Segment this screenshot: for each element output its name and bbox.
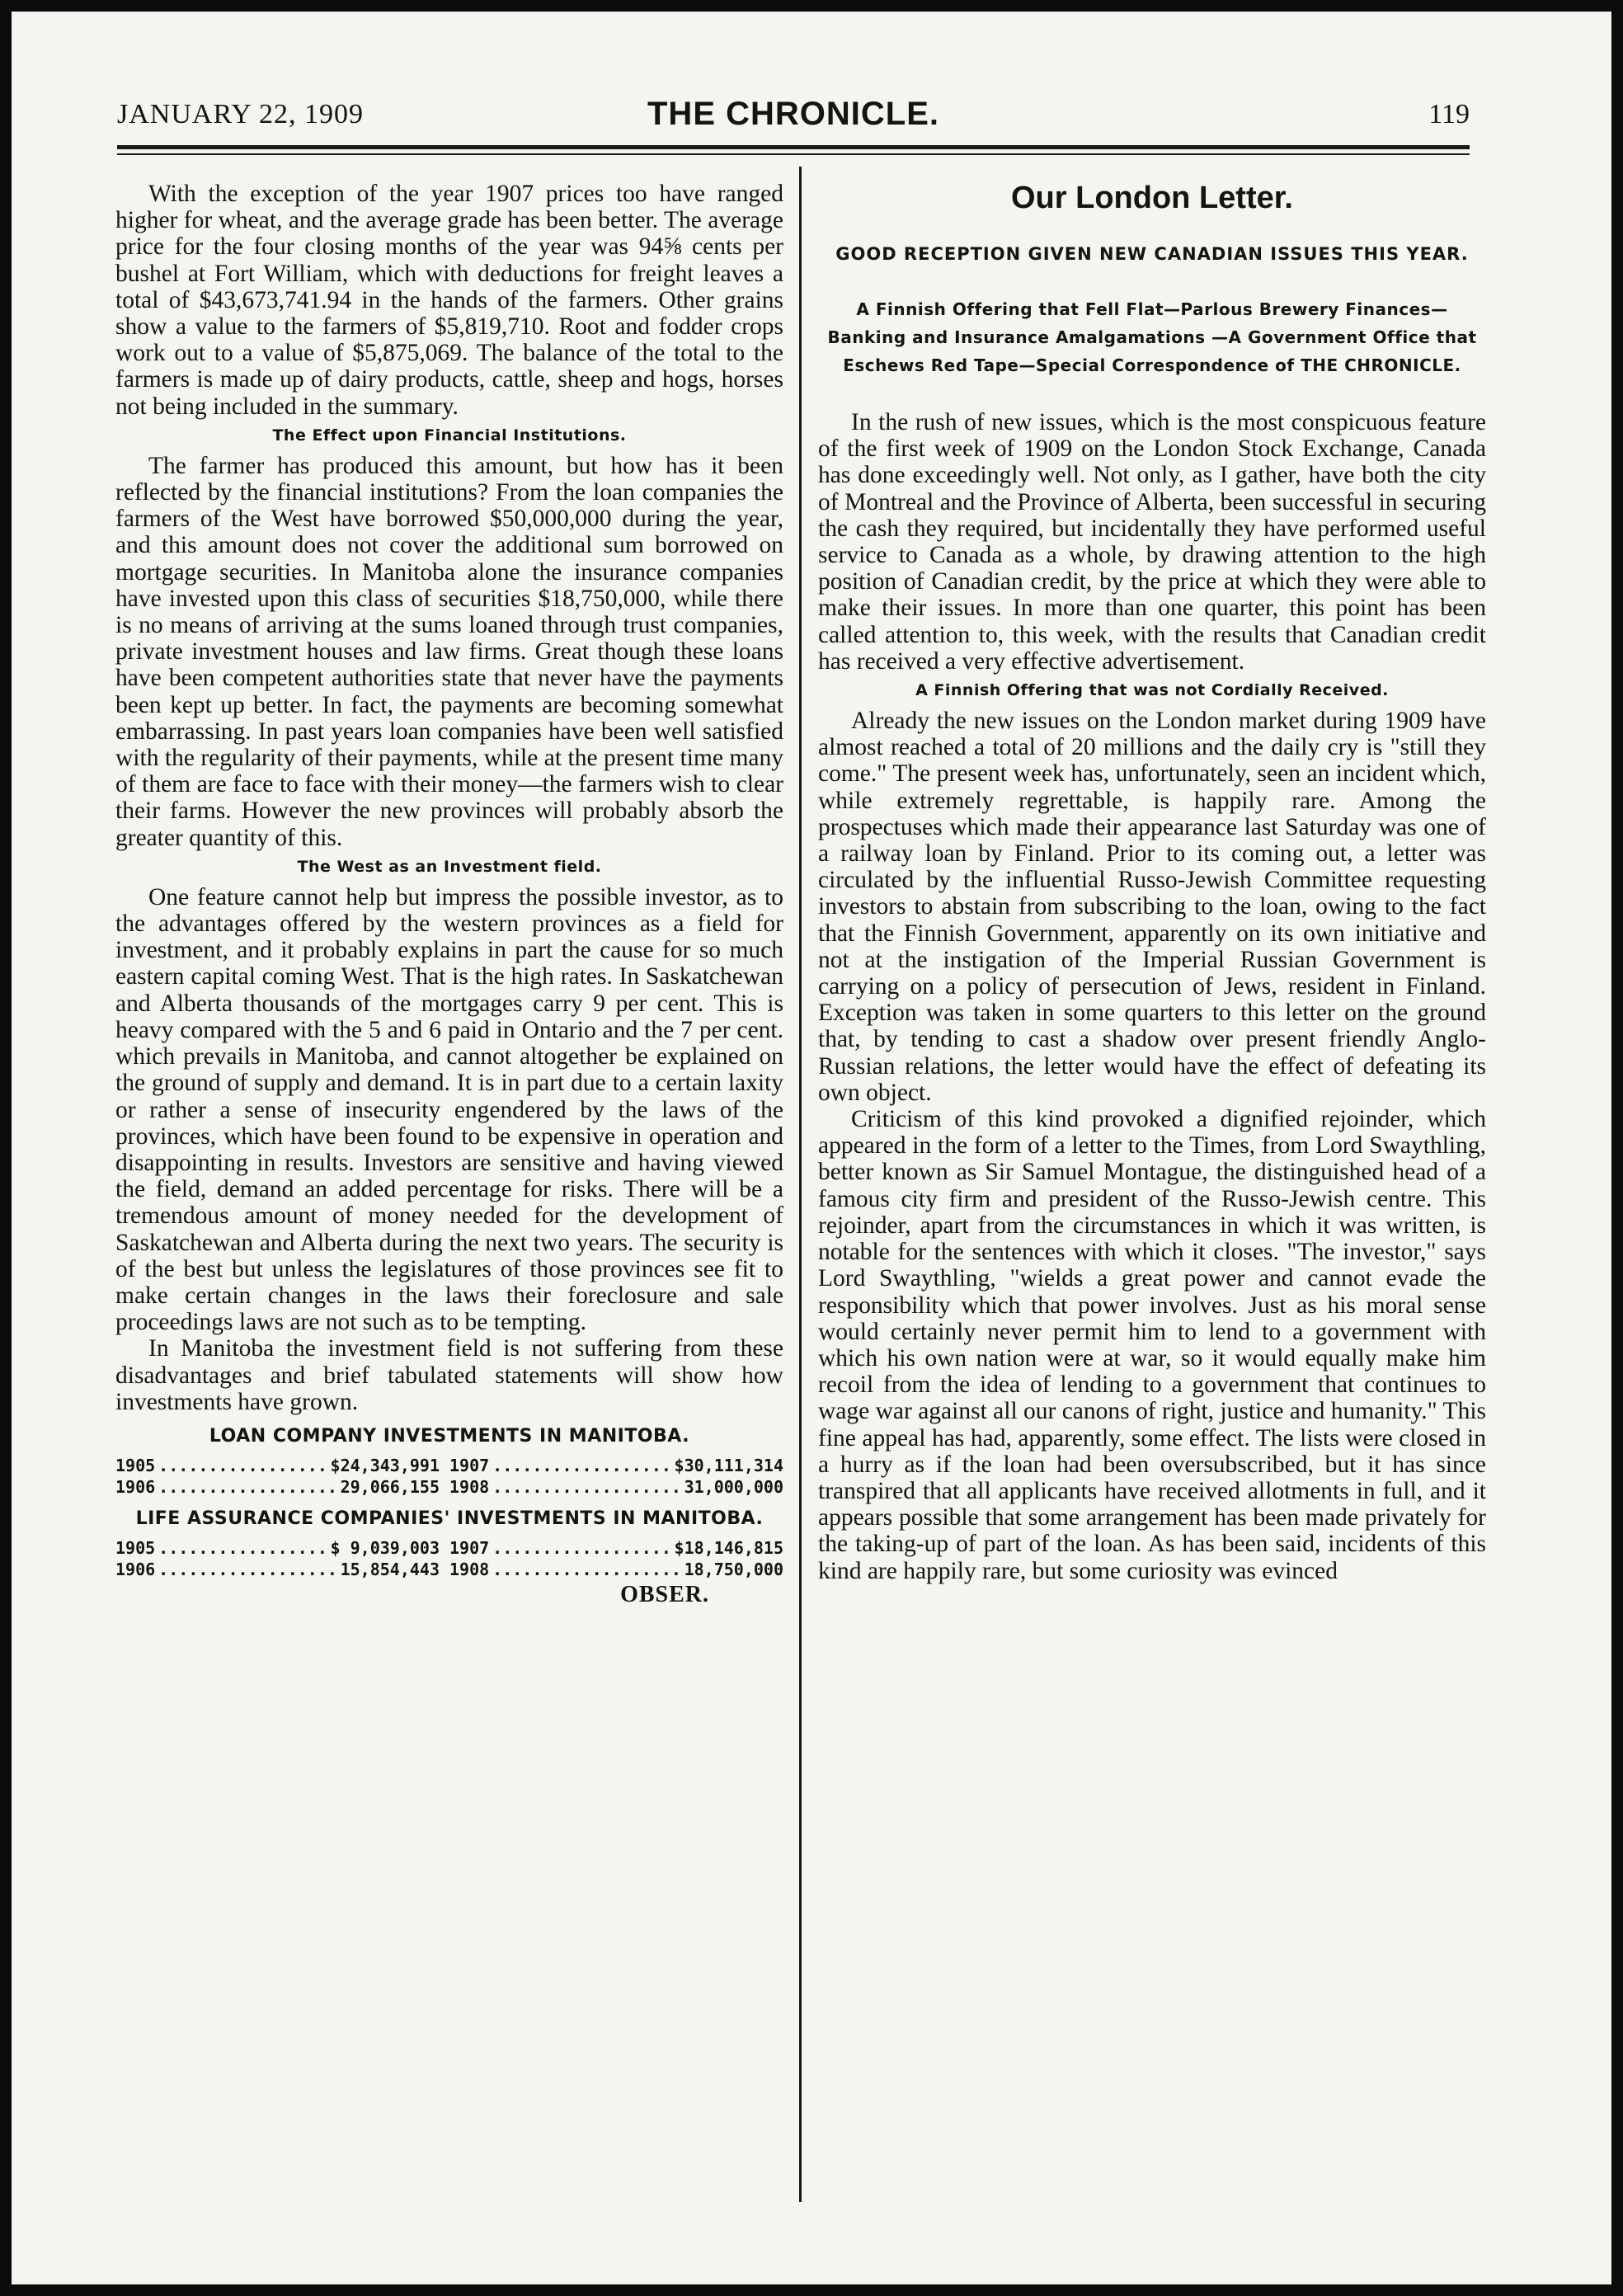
header-title: THE CHRONICLE.	[647, 96, 939, 132]
left-paragraph-2: The farmer has produced this amount, but how has it been reflected by the financial institutions? From the loan companies the farmers of the West have borrowed $50,000,000 during the year, and this amount does not cover the additional sum borrowed on mortgage securities. In Manitoba alone the insurance companies have invested upon this class of securities $18,750,000, while there is no means of arriving at the sums loaned through trust companies, private investment houses and law firms. Great though these loans have been competent authorities state that never have the payments been kept up better. In fact, the payments are becoming somewhat embarrassing. In past years loan companies have been well satisfied with the regularity of their payments, while at the present time many of them are face to face with their money—the farmers wish to clear their farms. However the new provinces will probably absorb the greater quantity of this.	[115, 452, 783, 851]
life-year: 1906	[115, 1559, 156, 1579]
loan-year: 1907	[449, 1455, 490, 1475]
life-value: 18,750,000	[684, 1559, 783, 1579]
life-year: 1907	[449, 1537, 490, 1558]
loan-value: $24,343,991	[330, 1455, 440, 1475]
life-value: $18,146,815	[674, 1537, 783, 1558]
header-date: JANUARY 22, 1909	[117, 99, 365, 129]
left-subheading-2: The West as an Investment field.	[297, 857, 602, 876]
left-column	[115, 181, 783, 1608]
loan-table-row	[115, 1455, 783, 1476]
life-value: 15,854,443	[340, 1559, 440, 1579]
loan-table-title: LOAN COMPANY INVESTMENTS IN MANITOBA.	[209, 1425, 690, 1447]
newspaper-page	[12, 12, 1611, 2284]
right-subheading-1: A Finnish Offering that was not Cordially Received.	[915, 681, 1389, 700]
header-page-number: 119	[1428, 99, 1470, 129]
loan-value: $30,111,314	[674, 1455, 783, 1475]
letter-title: Our London Letter.	[1011, 181, 1293, 215]
right-paragraph-1: In the rush of new issues, which is the most conspicuous feature of the first week of 1909 on the London Stock Exchange, Canada has done exceedingly well. Not only, as I gather, have both the city of Montreal and the Province of Alberta, been successful in securing the cash they required, but incidentally they have performed useful service to Canada as a whole, by drawing attention to the high position of Canadian credit, by the price at which they were able to make their issues. In more than one quarter, this point has been called attention to, this week, with the results that Canadian credit has received a very effective advertisement.	[818, 409, 1486, 675]
right-column	[818, 181, 1486, 1584]
life-assurance-table-title: LIFE ASSURANCE COMPANIES' INVESTMENTS IN MANITOBA.	[135, 1508, 764, 1529]
left-paragraph-3: One feature cannot help but impress the possible investor, as to the advantages offered by the western provinces as a field for investment, and it probably explains in part the cause for so much eastern capital coming West. That is the high rates. In Saskatchewan and Alberta thousands of the mortgages carry 9 per cent. This is heavy compared with the 5 and 6 paid in Ontario and the 7 per cent. which prevails in Manitoba, and cannot altogether be explained on the ground of supply and demand. It is in part due to a certain laxity or rather a sense of insecurity engendered by the laws of the provinces, which have been found to be expensive in operation and disappointing in results. Investors are sensitive and having viewed the field, demand an added percentage for risks. There will be a tremendous amount of money needed for the development of Saskatchewan and Alberta during the next two years. The security is of the best but unless the legislatures of those provinces see fit to make certain changes in the laws their foreclosure and sale proceedings laws are not such as to be tempting.	[115, 883, 783, 1336]
life-table-row	[115, 1537, 783, 1559]
right-paragraph-3: Criticism of this kind provoked a dignified rejoinder, which appeared in the form of a letter to the Times, from Lord Swaythling, better known as Sir Samuel Montague, the distinguished head of a famous city firm and president of the Russo-Jewish centre. This rejoinder, apart from the circumstances in which it was written, is notable for the sentences with which it closes. "The investor," says Lord Swaythling, "wields a great power and cannot evade the responsibility which that power involves. Just as his moral sense would certainly never permit him to lend to a government with which his own nation were at war, so it would equally make him recoil from the idea of lending to a government that continues to wage war against all our canons of right, justice and humanity." This fine appeal has had, apparently, some effect. The lists were closed in a hurry as if the loan had been oversubscribed, but it has since transpired that all applicants have received allotments in full, and it appears possible that some arrangement has been made privately for the taking-up of part of the loan. As has been said, incidents of this kind are happily rare, but some curiosity was evinced	[818, 1106, 1486, 1584]
header-rule-thick	[117, 145, 1470, 149]
left-subheading-1: The Effect upon Financial Institutions.	[272, 426, 627, 445]
loan-year: 1906	[115, 1476, 156, 1497]
loan-year: 1908	[449, 1476, 490, 1497]
left-paragraph-4: In Manitoba the investment field is not suffering from these disadvantages and brief tabulated statements will show how investments have grown.	[115, 1335, 783, 1415]
header-rule-thin	[117, 153, 1470, 155]
life-table-row	[115, 1559, 783, 1580]
loan-table-row	[115, 1476, 783, 1498]
right-paragraph-2: Already the new issues on the London market during 1909 have almost reached a total of 20 millions and the daily cry is "still they come." The present week has, unfortunately, seen an incident which, while extremely regrettable, is happily rare. Among the prospectuses which made their appearance last Saturday was one of a railway loan by Finland. Prior to its coming out, a letter was circulated by the influential Russo-Jewish Committee requesting investors to abstain from subscribing to the loan, owing to the fact that the Finnish Government, apparently on its own initiative and not at the instigation of the Imperial Russian Government is carrying on a policy of persecution of Jews, resident in Finland. Exception was taken in some quarters to this letter on the ground that, by tending to cast a shadow over present friendly Anglo-Russian relations, the letter would have the effect of defeating its own object.	[818, 708, 1486, 1106]
letter-subtitle: GOOD RECEPTION GIVEN NEW CANADIAN ISSUES THIS YEAR.	[835, 244, 1469, 264]
loan-year: 1905	[115, 1455, 156, 1475]
column-divider	[799, 167, 802, 2202]
letter-subhead: A Finnish Offering that Fell Flat—Parlous Brewery Finances—Banking and Insurance Amalgamations —A Government Office that Eschews Red Tape—Special Correspondence of THE CHRONICLE.	[827, 299, 1477, 375]
life-value: $ 9,039,003	[330, 1537, 440, 1558]
signature: OBSER.	[620, 1581, 709, 1607]
loan-value: 31,000,000	[684, 1476, 783, 1497]
life-year: 1905	[115, 1537, 156, 1558]
left-paragraph-1: With the exception of the year 1907 prices too have ranged higher for wheat, and the average grade has been better. The average price for the four closing months of the year was 94⅝ cents per bushel at Fort William, which with deductions for freight leaves a total of $43,673,741.94 in the hands of the farmers. Other grains show a value to the farmers of $5,819,710. Root and fodder crops work out to a value of $5,875,069. The balance of the total to the farmers is made up of dairy products, cattle, sheep and hogs, horses not being included in the summary.	[115, 181, 783, 420]
life-year: 1908	[449, 1559, 490, 1579]
page-header	[117, 92, 1470, 142]
loan-value: 29,066,155	[340, 1476, 440, 1497]
